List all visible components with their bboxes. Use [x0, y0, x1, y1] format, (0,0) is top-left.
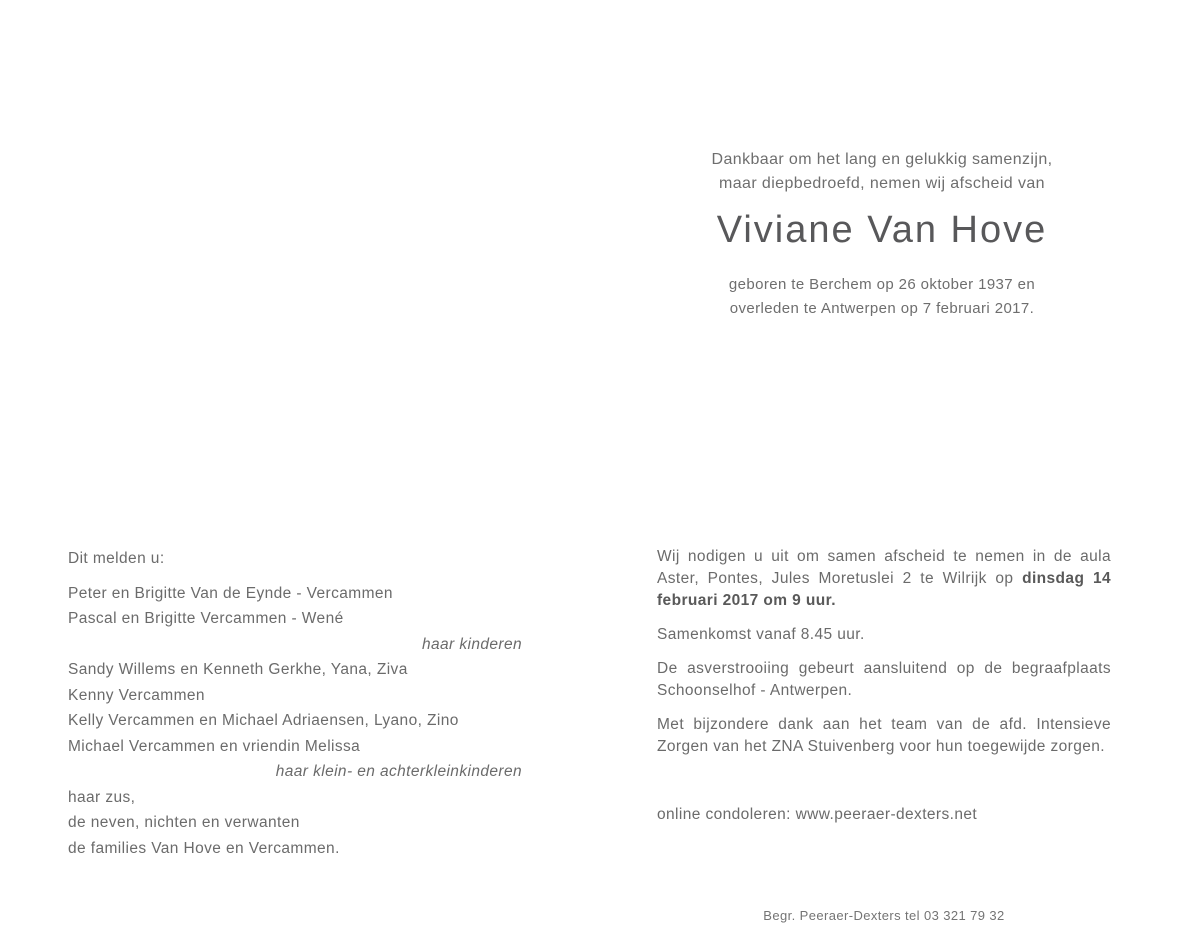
invitation-paragraph [657, 546, 1111, 612]
deceased-name: Viviane Van Hove [716, 209, 1048, 251]
scattering-paragraph: De asverstrooiing gebeurt aansluitend op de begraafplaats Schoonselhof - Antwerpen. [657, 660, 1111, 699]
funeral-home-footer: Begr. Peeraer-Dexters tel 03 321 79 32 [763, 908, 1005, 923]
death-line: overleden te Antwerpen op 7 februari 2017. [729, 300, 1035, 317]
thanks-paragraph: Met bijzondere dank aan het team van de afd. Intensieve Zorgen van het ZNA Stuivenberg voor hun toegewijde zorgen. [657, 716, 1111, 755]
child-line: Pascal en Brigitte Vercammen - Wené [68, 610, 344, 627]
announcement-intro: Dit melden u: [68, 550, 165, 567]
ceremony-column [657, 546, 1111, 826]
announcers-column [68, 546, 522, 861]
invitation-datetime: dinsdag 14 februari 2017 om 9 uur. [657, 570, 1111, 609]
intro-line-2: maar diepbedroefd, nemen wij afscheid van [719, 175, 1045, 192]
gathering-paragraph: Samenkomst vanaf 8.45 uur. [657, 626, 865, 643]
header-block [632, 148, 1132, 321]
child-line: Peter en Brigitte Van de Eynde - Vercammen [68, 584, 393, 602]
intro-line-1: Dankbaar om het lang en gelukkig samenzijn, [711, 151, 1053, 168]
birth-line: geboren te Berchem op 26 oktober 1937 en [728, 276, 1036, 293]
grandchild-line: Sandy Willems en Kenneth Gerkhe, Yana, Ziva [68, 661, 408, 678]
relative-line: de neven, nichten en verwanten [68, 814, 300, 831]
grandchild-line: Kenny Vercammen [68, 686, 205, 704]
online-condolences-line: online condoleren: www.peeraer-dexters.net [657, 806, 978, 823]
invitation-text: Wij nodigen u uit om samen afscheid te nemen in de aula Aster, Pontes, Jules Moretuslei 2 te Wilrijk op [657, 548, 1111, 587]
grandchild-line: Kelly Vercammen en Michael Adriaensen, Lyano, Zino [68, 712, 459, 729]
grandchildren-role-label: haar klein- en achterkleinkinderen [275, 763, 522, 780]
grandchild-line: Michael Vercammen en vriendin Melissa [68, 737, 361, 755]
relative-line: haar zus, [68, 788, 136, 806]
relative-line: de families Van Hove en Vercammen. [68, 839, 340, 857]
children-role-label: haar kinderen [422, 635, 522, 653]
